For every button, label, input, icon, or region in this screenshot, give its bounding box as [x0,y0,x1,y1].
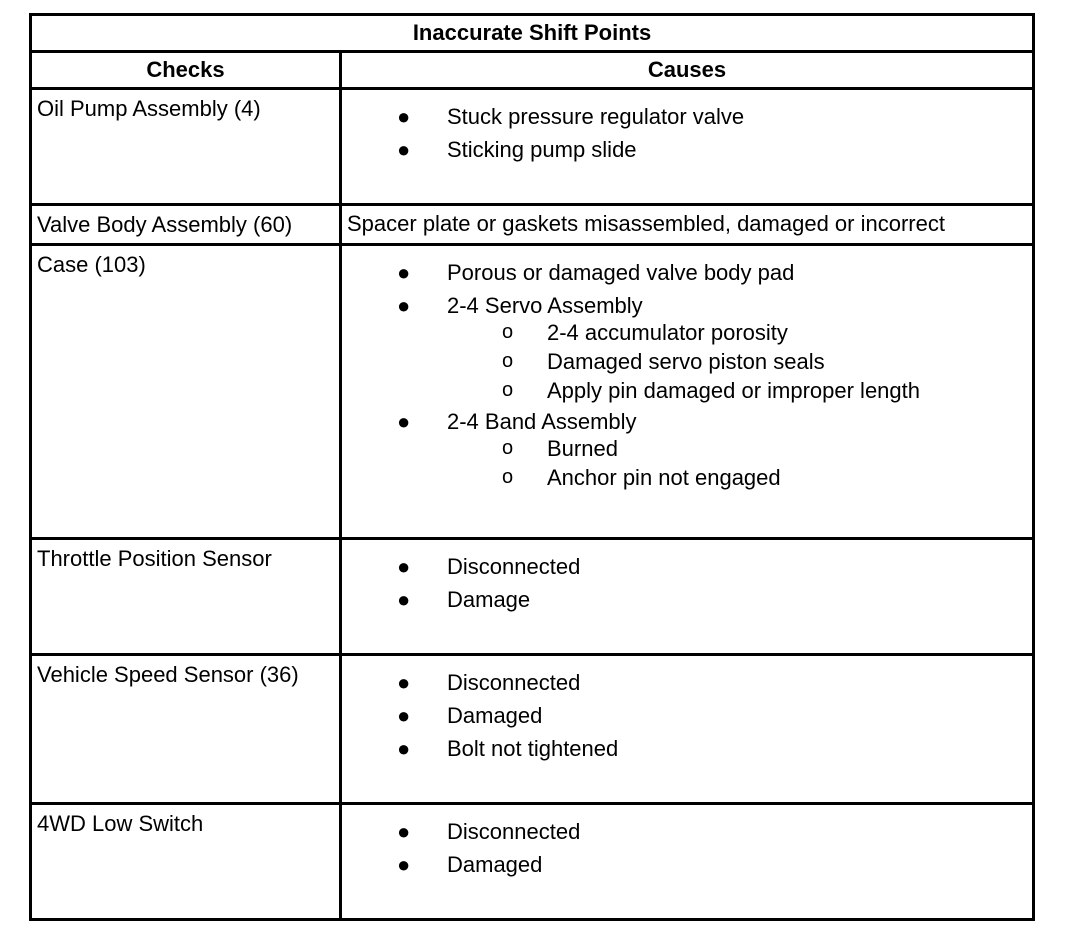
cause-text: Damaged [447,703,543,728]
header-causes: Causes [341,52,1034,89]
list-item [342,256,1032,289]
list-item [447,463,1032,492]
table-row [31,245,1034,539]
list-item [342,289,1032,405]
table-row [31,89,1034,205]
circle-bullet-icon: o [502,466,514,488]
circle-bullet-icon: o [502,321,514,343]
list-item [447,434,1032,463]
header-checks: Checks [31,52,341,89]
bullet-icon: ● [397,554,411,579]
causes-cell [341,89,1034,205]
sub-cause-text: Damaged servo piston seals [547,349,825,374]
causes-cell [341,655,1034,804]
causes-cell [341,539,1034,655]
check-cell: Valve Body Assembly (60) [31,205,341,245]
sub-cause-text: Anchor pin not engaged [547,465,781,490]
cause-text: Disconnected [447,554,581,579]
circle-bullet-icon: o [502,437,514,459]
list-item [342,666,1032,699]
table-row [31,655,1034,804]
bullet-icon: ● [397,137,411,162]
bullet-icon: ● [397,587,411,612]
bullet-icon: ● [397,736,411,761]
table-row [31,804,1034,920]
bullet-icon: ● [397,852,411,877]
sub-cause-text: Apply pin damaged or improper length [547,378,921,403]
cause-text: Porous or damaged valve body pad [447,260,795,285]
list-item [342,699,1032,732]
bullet-icon: ● [397,260,411,285]
cause-text: Bolt not tightened [447,736,619,761]
list-item [447,318,1032,347]
cause-list [342,815,1032,881]
list-item [342,848,1032,881]
causes-cell: Spacer plate or gaskets misassembled, damaged or incorrect [341,205,1034,245]
circle-bullet-icon: o [502,379,514,401]
cause-text: Sticking pump slide [447,137,637,162]
list-item [447,376,1032,405]
table-row [31,539,1034,655]
cause-text: Disconnected [447,819,581,844]
table-title-row [31,15,1034,52]
circle-bullet-icon: o [502,350,514,372]
list-item [342,100,1032,133]
bullet-icon: ● [397,104,411,129]
bullet-icon: ● [397,819,411,844]
table-header-row [31,52,1034,89]
cause-list [342,666,1032,765]
sub-cause-list [447,434,1032,492]
cause-text: Stuck pressure regulator valve [447,104,745,129]
bullet-icon: ● [397,703,411,728]
bullet-icon: ● [397,409,411,434]
check-cell: Throttle Position Sensor [31,539,341,655]
cause-list [342,256,1032,492]
list-item [342,815,1032,848]
check-cell: Oil Pump Assembly (4) [31,89,341,205]
cause-list [342,100,1032,166]
check-cell: Vehicle Speed Sensor (36) [31,655,341,804]
list-item [342,583,1032,616]
list-item [342,732,1032,765]
check-cell: Case (103) [31,245,341,539]
list-item [447,347,1032,376]
sub-cause-text: 2-4 accumulator porosity [547,320,788,345]
check-cell: 4WD Low Switch [31,804,341,920]
list-item [342,405,1032,492]
cause-text: Damage [447,587,531,612]
sub-cause-list [447,318,1032,405]
cause-text: Disconnected [447,670,581,695]
sub-cause-text: Burned [547,436,618,461]
cause-list [342,550,1032,616]
cause-text: 2-4 Band Assembly [447,409,637,434]
bullet-icon: ● [397,670,411,695]
causes-cell [341,804,1034,920]
causes-cell [341,245,1034,539]
list-item [342,133,1032,166]
bullet-icon: ● [397,293,411,318]
cause-text: 2-4 Servo Assembly [447,293,643,318]
table-row [31,205,1034,245]
list-item [342,550,1032,583]
table-title: Inaccurate Shift Points [31,15,1034,52]
shift-points-table [29,13,1035,921]
cause-text: Damaged [447,852,543,877]
